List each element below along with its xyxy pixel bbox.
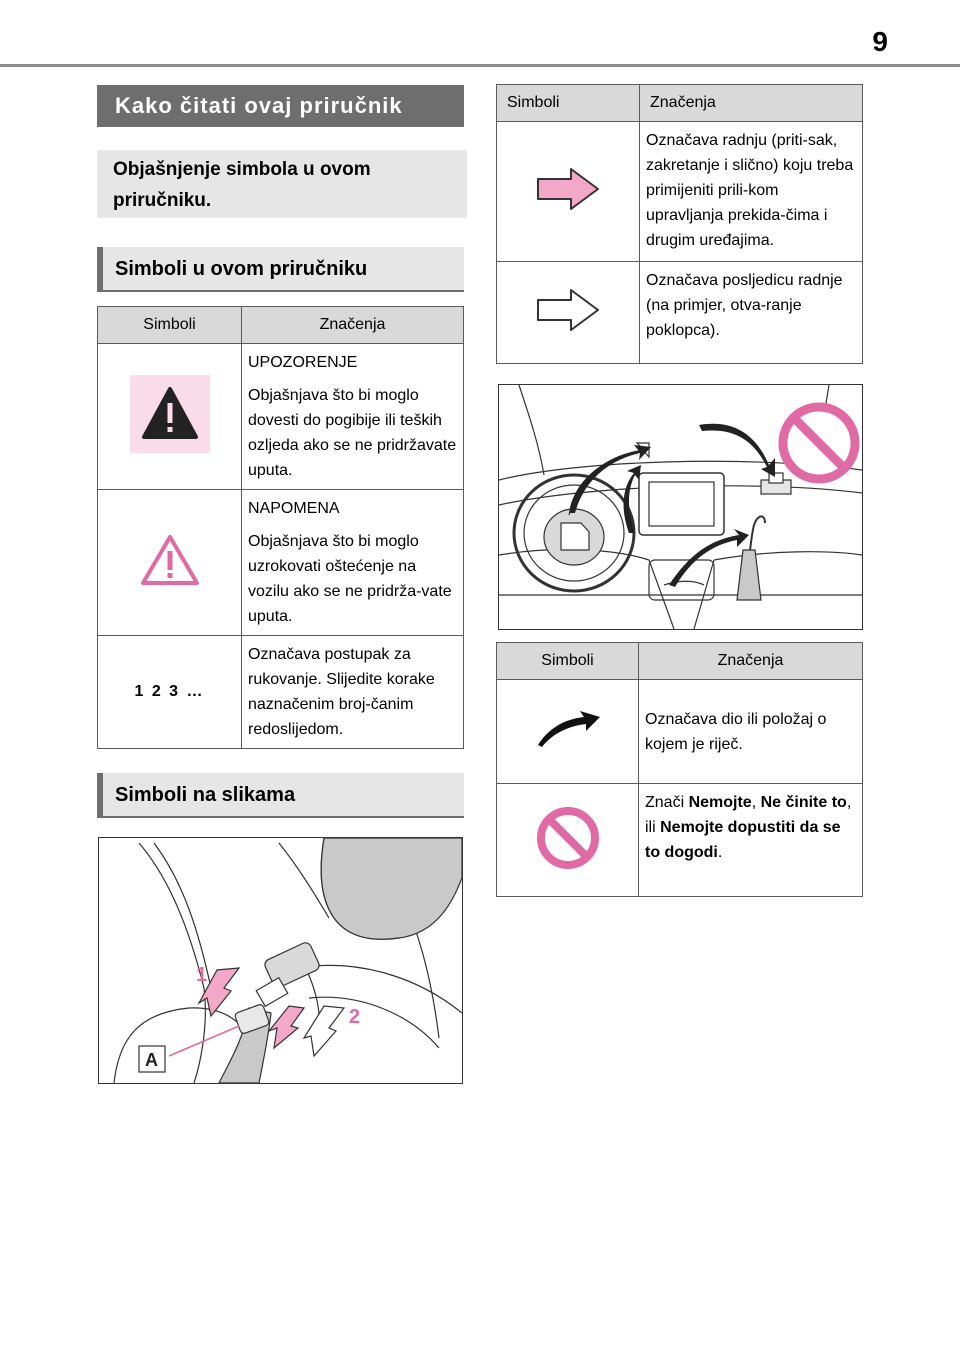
- row-text: Označava posljedicu radnje (na primjer, otva-ranje poklopca).: [646, 272, 843, 339]
- seatbelt-illustration: [98, 837, 463, 1084]
- row-heading: NAPOMENA: [248, 500, 340, 517]
- row-text: Objašnjava što bi moglo uzrokovati oštećenje na vozilu ako se ne pridrža-vate uputa.: [248, 533, 452, 625]
- section-heading-figures: Simboli na slikama: [97, 773, 464, 818]
- column-header-symbols: Simboli: [98, 307, 242, 344]
- table-row: [497, 122, 863, 262]
- column-header-meanings: Značenja: [242, 307, 464, 344]
- top-divider: [0, 64, 960, 67]
- row-text: Znači Nemojte, Ne činite to, ili Nemojte dopustiti da se to dogodi.: [645, 794, 852, 861]
- figure-symbols-table: [496, 642, 863, 897]
- action-symbols-table: [496, 84, 863, 364]
- section-heading-symbols: Simboli u ovom priručniku: [97, 247, 464, 292]
- warning-triangle-filled-icon: [130, 375, 210, 453]
- curved-pointer-arrow-icon: [534, 709, 602, 749]
- table-row: [98, 490, 464, 636]
- row-text: Označava postupak za rukovanje. Slijedite korake naznačenim broj-čanim redoslijedom.: [248, 646, 435, 738]
- intro-text: Objašnjenje simbola u ovom priručniku.: [97, 150, 467, 218]
- row-heading: UPOZORENJE: [248, 354, 358, 371]
- figure-label-1: 1: [196, 964, 208, 986]
- table-row: [98, 344, 464, 490]
- column-header-symbols: Simboli: [497, 85, 640, 122]
- row-text: Označava dio ili položaj o kojem je riječ.: [645, 710, 827, 753]
- row-text: Objašnjava što bi moglo dovesti do pogibije ili teških ozljeda ako se ne pridržavate uputa.: [248, 387, 457, 479]
- page-title: Kako čitati ovaj priručnik: [97, 85, 464, 127]
- dashboard-illustration: [498, 384, 863, 630]
- outline-result-arrow-icon: [535, 287, 601, 333]
- table-row: [497, 680, 863, 784]
- symbols-table: [97, 306, 464, 749]
- table-row: [497, 784, 863, 897]
- table-row: [98, 636, 464, 749]
- column-header-meanings: Značenja: [640, 85, 863, 122]
- step-numbers-icon: 1 2 3 …: [134, 683, 205, 700]
- column-header-symbols: Simboli: [497, 643, 639, 680]
- table-row: [497, 262, 863, 364]
- caution-triangle-outline-icon: [138, 532, 202, 588]
- seatbelt-drawing: [99, 838, 462, 1083]
- page-number: 9: [872, 26, 888, 57]
- figure-label-2: 2: [349, 1006, 361, 1028]
- pink-action-arrow-icon: [535, 166, 601, 212]
- prohibition-icon: [535, 805, 601, 871]
- figure-label-a: A: [145, 1050, 158, 1070]
- column-header-meanings: Značenja: [639, 643, 863, 680]
- row-text: Označava radnju (priti-sak, zakretanje i slično) koju treba primijeniti prili-kom upravljanja prekida-čima i drugim uređajima.: [646, 132, 854, 249]
- dashboard-drawing: [499, 385, 862, 629]
